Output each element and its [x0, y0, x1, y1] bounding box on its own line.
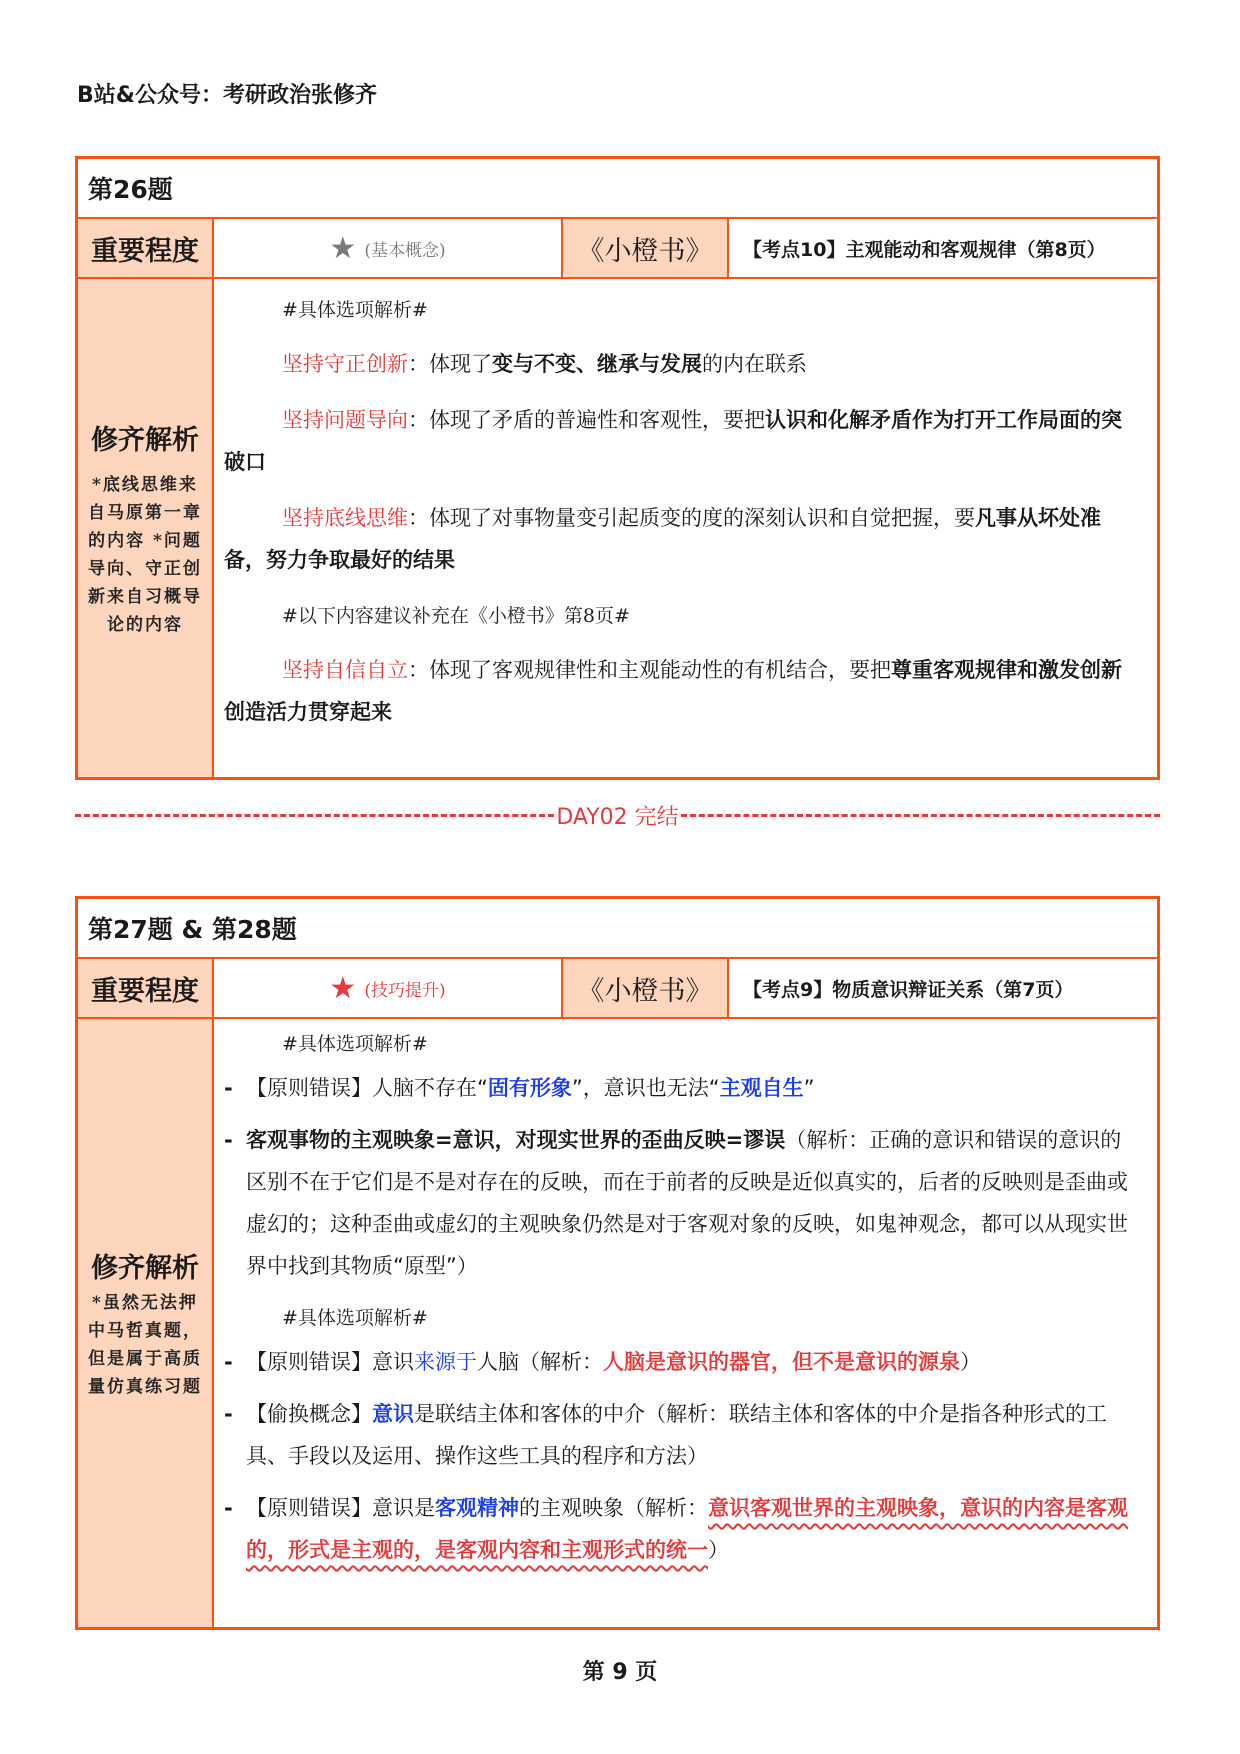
item-text: ：体现了矛盾的普遍性和客观性，要把	[408, 408, 765, 432]
item-text: 【偷换概念】	[246, 1402, 372, 1426]
question-title: 第26题	[78, 159, 1157, 219]
bullet-item	[224, 1341, 1137, 1383]
importance-note: (基本概念)	[364, 240, 446, 261]
item-text: ：体现了对事物量变引起质变的度的深刻认识和自觉把握，要	[408, 506, 975, 530]
importance-label: 重要程度	[78, 219, 214, 277]
section-hash: #具体选项解析#	[282, 1307, 428, 1329]
importance-value	[214, 219, 563, 277]
importance-label: 重要程度	[78, 959, 214, 1017]
item-text: 人脑（解析：	[477, 1350, 603, 1374]
item-bold: 客观事物的主观映象=意识，对现实世界的歪曲反映=谬误	[246, 1128, 786, 1152]
analysis-note: *虽然无法押中马哲真题，但是属于高质量仿真练习题	[88, 1292, 202, 1397]
item-text: ）	[960, 1350, 981, 1374]
star-icon: ★	[329, 970, 357, 1006]
item-text: 【原则错误】意识	[246, 1350, 414, 1374]
analysis-content	[214, 279, 1157, 777]
analysis-content	[214, 1019, 1157, 1627]
item-text: 【原则错误】人脑不存在“	[246, 1076, 488, 1100]
item-text: 的主观映象（解析：	[519, 1496, 708, 1520]
dash-icon: -	[224, 1402, 233, 1426]
item-text: ：体现了	[408, 352, 492, 376]
item-bold: 凡事从坏处准备，努力争取最好的结果	[224, 506, 1101, 572]
bullet-item	[224, 1119, 1137, 1287]
analysis-item	[224, 399, 1137, 483]
question-title: 第27题 & 第28题	[78, 899, 1157, 959]
analysis-item	[224, 343, 1137, 385]
question-26-table	[75, 156, 1160, 780]
item-emphasis: 人脑是意识的器官，但不是意识的源泉	[603, 1350, 960, 1374]
item-text: （解析：正确的意识和错误的意识的区别不在于它们是不是对存在的反映，而在于前者的反映是近似真实的，后者的反映则是歪曲或虚幻的；这种歪曲或虚幻的主观映象仍然是对于客观对象的反映，如鬼神观念，都可以从现实世界中找到其物质“原型”）	[246, 1128, 1128, 1278]
item-key: 坚持底线思维	[282, 506, 408, 530]
divider-line	[681, 814, 1160, 817]
item-text: ”，意识也无法“	[571, 1076, 720, 1100]
book-reference: 【考点9】物质意识辩证关系（第7页）	[743, 978, 1074, 1001]
item-key: 坚持自信自立	[282, 658, 408, 682]
section-hash: #以下内容建议补充在《小橙书》第8页#	[282, 605, 630, 627]
bullet-item	[224, 1393, 1137, 1477]
book-label: 《小橙书》	[563, 219, 729, 277]
item-emphasis-wavy: 意识客观世界的主观映象，意识的内容是客观的，形式是主观的，是客观内容和主观形式的统一	[246, 1496, 1128, 1562]
item-bold: 尊重客观规律和激发创新创造活力贯穿起来	[224, 658, 1122, 724]
bullet-item	[224, 1067, 1137, 1109]
item-text: ）	[708, 1538, 729, 1562]
item-bold: 变与不变、继承与发展	[492, 352, 702, 376]
dash-icon: -	[224, 1350, 233, 1374]
importance-note: (技巧提升)	[364, 980, 446, 1001]
analysis-item	[224, 649, 1137, 733]
divider-label: DAY02 完结	[556, 805, 679, 830]
item-text: 【原则错误】意识是	[246, 1496, 435, 1520]
importance-row	[78, 219, 1157, 279]
analysis-label: 修齐解析	[91, 1252, 199, 1284]
analysis-item	[224, 497, 1137, 581]
item-text: 的内在联系	[702, 352, 807, 376]
analysis-row	[78, 279, 1157, 777]
item-text: 是联结主体和客体的中介（解析：联结主体和客体的中介是指各种形式的工具、手段以及运用、操作这些工具的程序和方法）	[246, 1402, 1107, 1468]
analysis-note: *底线思维来自马原第一章的内容 *问题导向、守正创新来自习概导论的内容	[88, 474, 202, 635]
bullet-item	[224, 1487, 1137, 1571]
item-highlight: 来源于	[414, 1350, 477, 1374]
importance-row	[78, 959, 1157, 1019]
item-highlight: 意识	[372, 1402, 414, 1426]
item-bold: 认识和化解矛盾作为打开工作局面的突破口	[224, 408, 1122, 474]
importance-value	[214, 959, 563, 1017]
book-reference: 【考点10】主观能动和客观规律（第8页）	[743, 238, 1106, 261]
channel-header: B站&公众号：考研政治张修齐	[77, 83, 377, 108]
dash-icon: -	[224, 1076, 233, 1100]
day-divider	[75, 800, 1160, 831]
section-hash: #具体选项解析#	[282, 1033, 428, 1055]
question-27-28-table	[75, 896, 1160, 1630]
item-highlight: 固有形象	[487, 1076, 572, 1100]
item-highlight: 客观精神	[435, 1496, 519, 1520]
page-number: 第 9 页	[582, 1660, 658, 1685]
star-icon: ★	[329, 230, 357, 266]
analysis-side	[78, 1019, 214, 1627]
item-text: ”	[803, 1076, 815, 1100]
section-hash: #具体选项解析#	[282, 299, 428, 321]
item-highlight: 主观自生	[719, 1076, 804, 1100]
analysis-row	[78, 1019, 1157, 1627]
analysis-side	[78, 279, 214, 777]
item-key: 坚持守正创新	[282, 352, 408, 376]
analysis-label: 修齐解析	[91, 424, 199, 456]
divider-line	[75, 814, 554, 817]
dash-icon: -	[224, 1496, 233, 1520]
book-label: 《小橙书》	[563, 959, 729, 1017]
item-text: ：体现了客观规律性和主观能动性的有机结合，要把	[408, 658, 891, 682]
dash-icon: -	[224, 1128, 233, 1152]
item-key: 坚持问题导向	[282, 408, 408, 432]
